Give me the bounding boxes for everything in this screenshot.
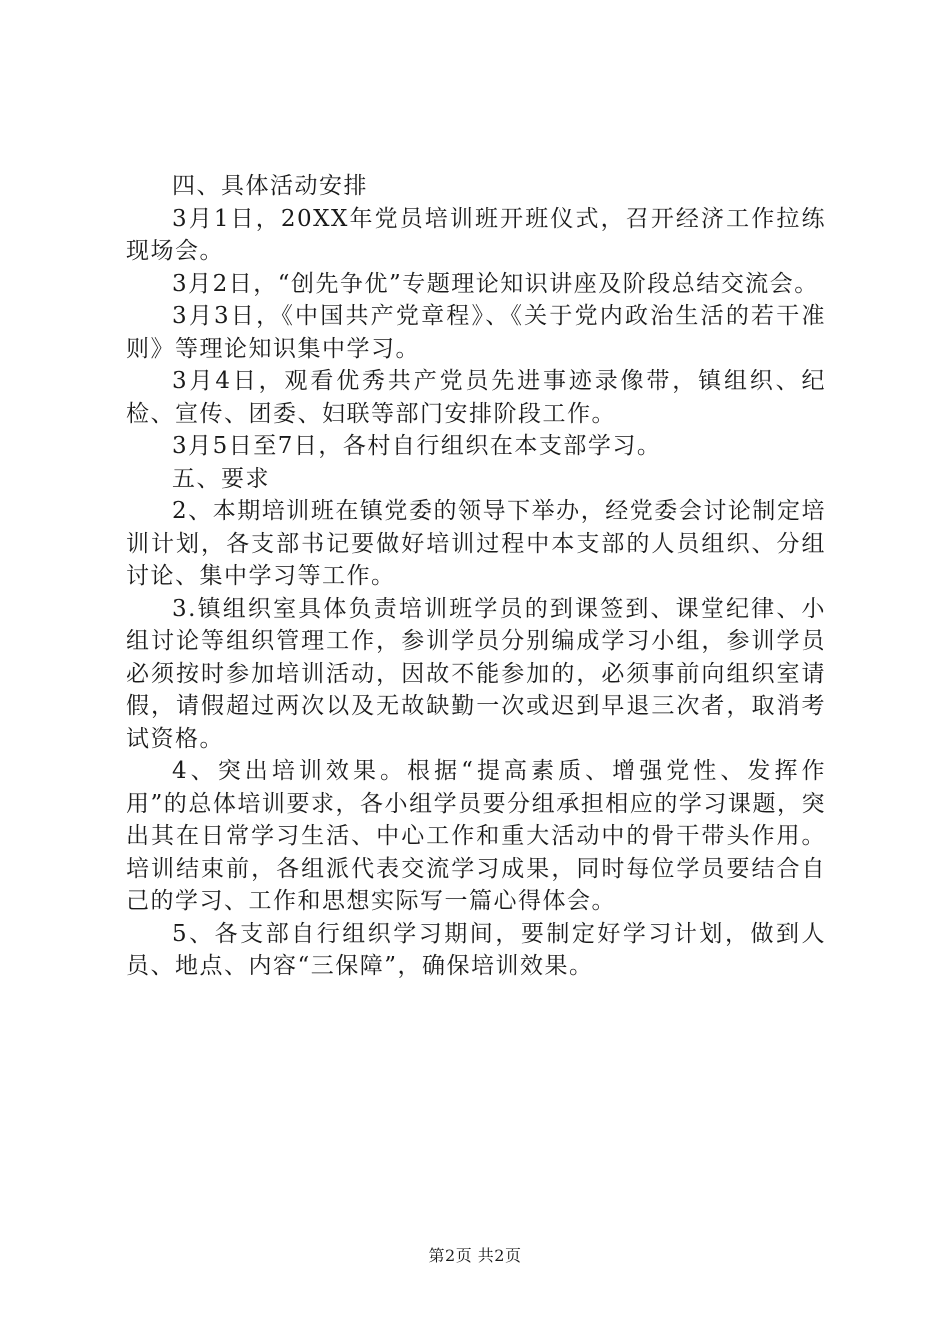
section-heading-requirements: 五、要求	[172, 465, 270, 492]
paragraph-march-2: 3月2日，“创先争优”专题理论知识讲座及阶段总结交流会。	[172, 270, 819, 297]
paragraph-march-4: 3月4日，观看优秀共产党员先进事迹录像带，镇组织、纪检、宣传、团委、妇联等部门安排阶段工作。	[126, 368, 826, 427]
paragraph-requirement-4: 4、突出培训效果。根据“提高素质、增强党性、发挥作用”的总体培训要求，各小组学员要分组承担相应的学习课题，突出其在日常学习生活、中心工作和重大活动中的骨干带头作用。培训结束前，各组派代表交流学习成果，同时每位学员要结合自己的学习、工作和思想实际写一篇心得体会。	[126, 758, 826, 914]
paragraph-requirement-3: 3.镇组织室具体负责培训班学员的到课签到、课堂纪律、小组讨论等组织管理工作，参训学员分别编成学习小组，参训学员必须按时参加培训活动，因故不能参加的，必须事前向组织室请假，请假超过两次以及无故缺勤一次或迟到早退三次者，取消考试资格。	[126, 595, 826, 752]
page-number-footer: 第2页 共2页	[428, 1246, 522, 1265]
document-body	[126, 170, 826, 983]
paragraph-requirement-5: 5、各支部自行组织学习期间，要制定好学习计划，做到人员、地点、内容“三保障”，确保培训效果。	[126, 920, 826, 979]
paragraph-march-1: 3月1日，20XX年党员培训班开班仪式，召开经济工作拉练现场会。	[126, 205, 826, 264]
paragraph-march-3: 3月3日，《中国共产党章程》、《关于党内政治生活的若干准则》等理论知识集中学习。	[126, 303, 826, 362]
paragraph-requirement-2: 2、本期培训班在镇党委的领导下举办，经党委会讨论制定培训计划，各支部书记要做好培训过程中本支部的人员组织、分组讨论、集中学习等工作。	[126, 498, 826, 589]
paragraph-march-5-7: 3月5日至7日，各村自行组织在本支部学习。	[172, 433, 662, 459]
section-heading-activities: 四、具体活动安排	[172, 173, 368, 199]
